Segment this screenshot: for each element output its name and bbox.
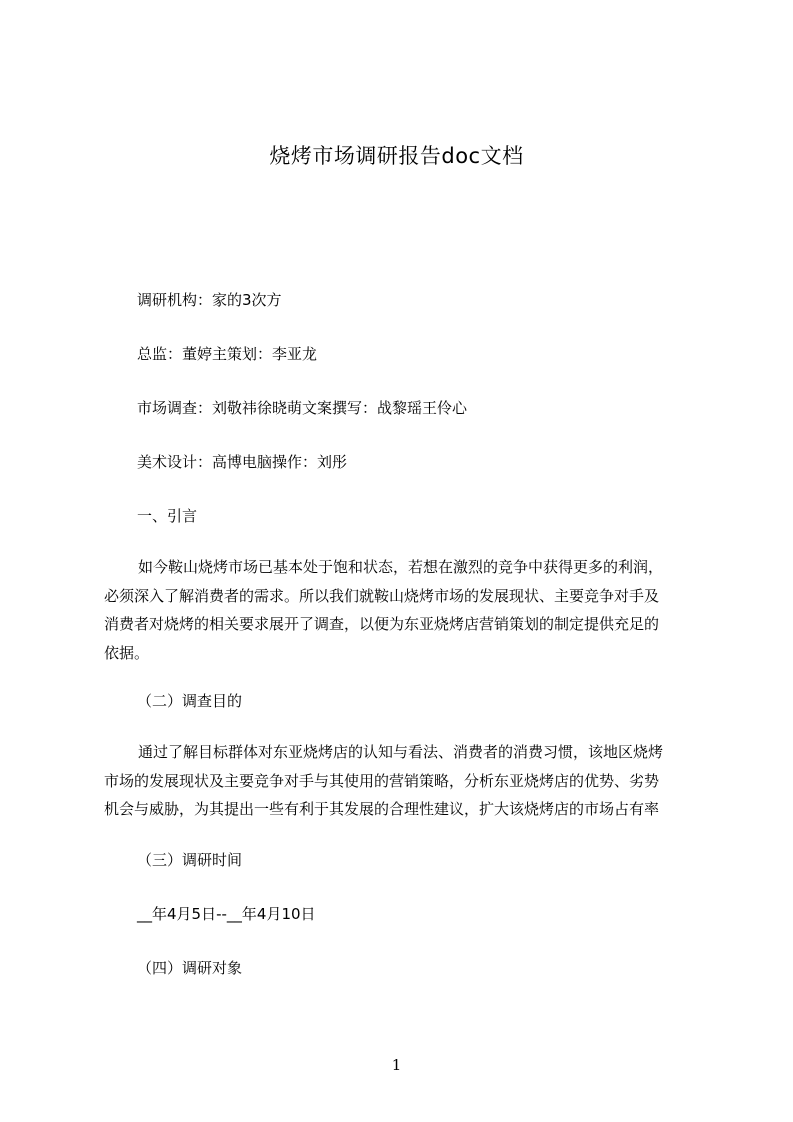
intro-line-3: 消费者对烧烤的相关要求展开了调查，以便为东亚烧烤店营销策划的制定提供充足的 [104, 615, 660, 633]
survey-time-range: __年4月5日--__年4月10日 [137, 905, 316, 923]
meta-survey: 市场调查：刘敬祎徐晓萌文案撰写：战黎瑶王伶心 [137, 399, 468, 417]
intro-line-4: 依据。 [104, 643, 150, 662]
intro-paragraph [104, 553, 698, 667]
meta-design: 美术设计：高博电脑操作：刘彤 [137, 453, 348, 471]
section-heading-object: （四）调研对象 [137, 959, 243, 977]
section-heading-purpose: （二）调查目的 [137, 692, 243, 710]
section-heading-intro: 一、引言 [137, 507, 198, 525]
intro-line-1: 如今鞍山烧烤市场已基本处于饱和状态，若想在激烈的竞争中获得更多的利润， [138, 558, 664, 576]
purpose-line-3: 机会与威胁，为其提出一些有利于其发展的合理性建议，扩大该烧烤店的市场占有率 [104, 800, 660, 818]
meta-director: 总监：董婷主策划：李亚龙 [137, 345, 318, 363]
intro-line-2: 必须深入了解消费者的需求。所以我们就鞍山烧烤市场的发展现状、主要竞争对手及 [104, 586, 660, 605]
section-heading-time: （三）调研时间 [137, 851, 243, 869]
purpose-paragraph [104, 738, 698, 824]
page-number: 1 [391, 1056, 402, 1074]
purpose-line-2: 市场的发展现状及主要竞争对手与其使用的营销策略，分析东亚烧烤店的优势、劣势 [104, 771, 660, 790]
document-title: 烧烤市场调研报告doc文档 [269, 144, 524, 168]
purpose-line-1: 通过了解目标群体对东亚烧烤店的认知与看法、消费者的消费习惯，该地区烧烤 [138, 743, 664, 761]
meta-agency: 调研机构：家的3次方 [137, 291, 282, 309]
